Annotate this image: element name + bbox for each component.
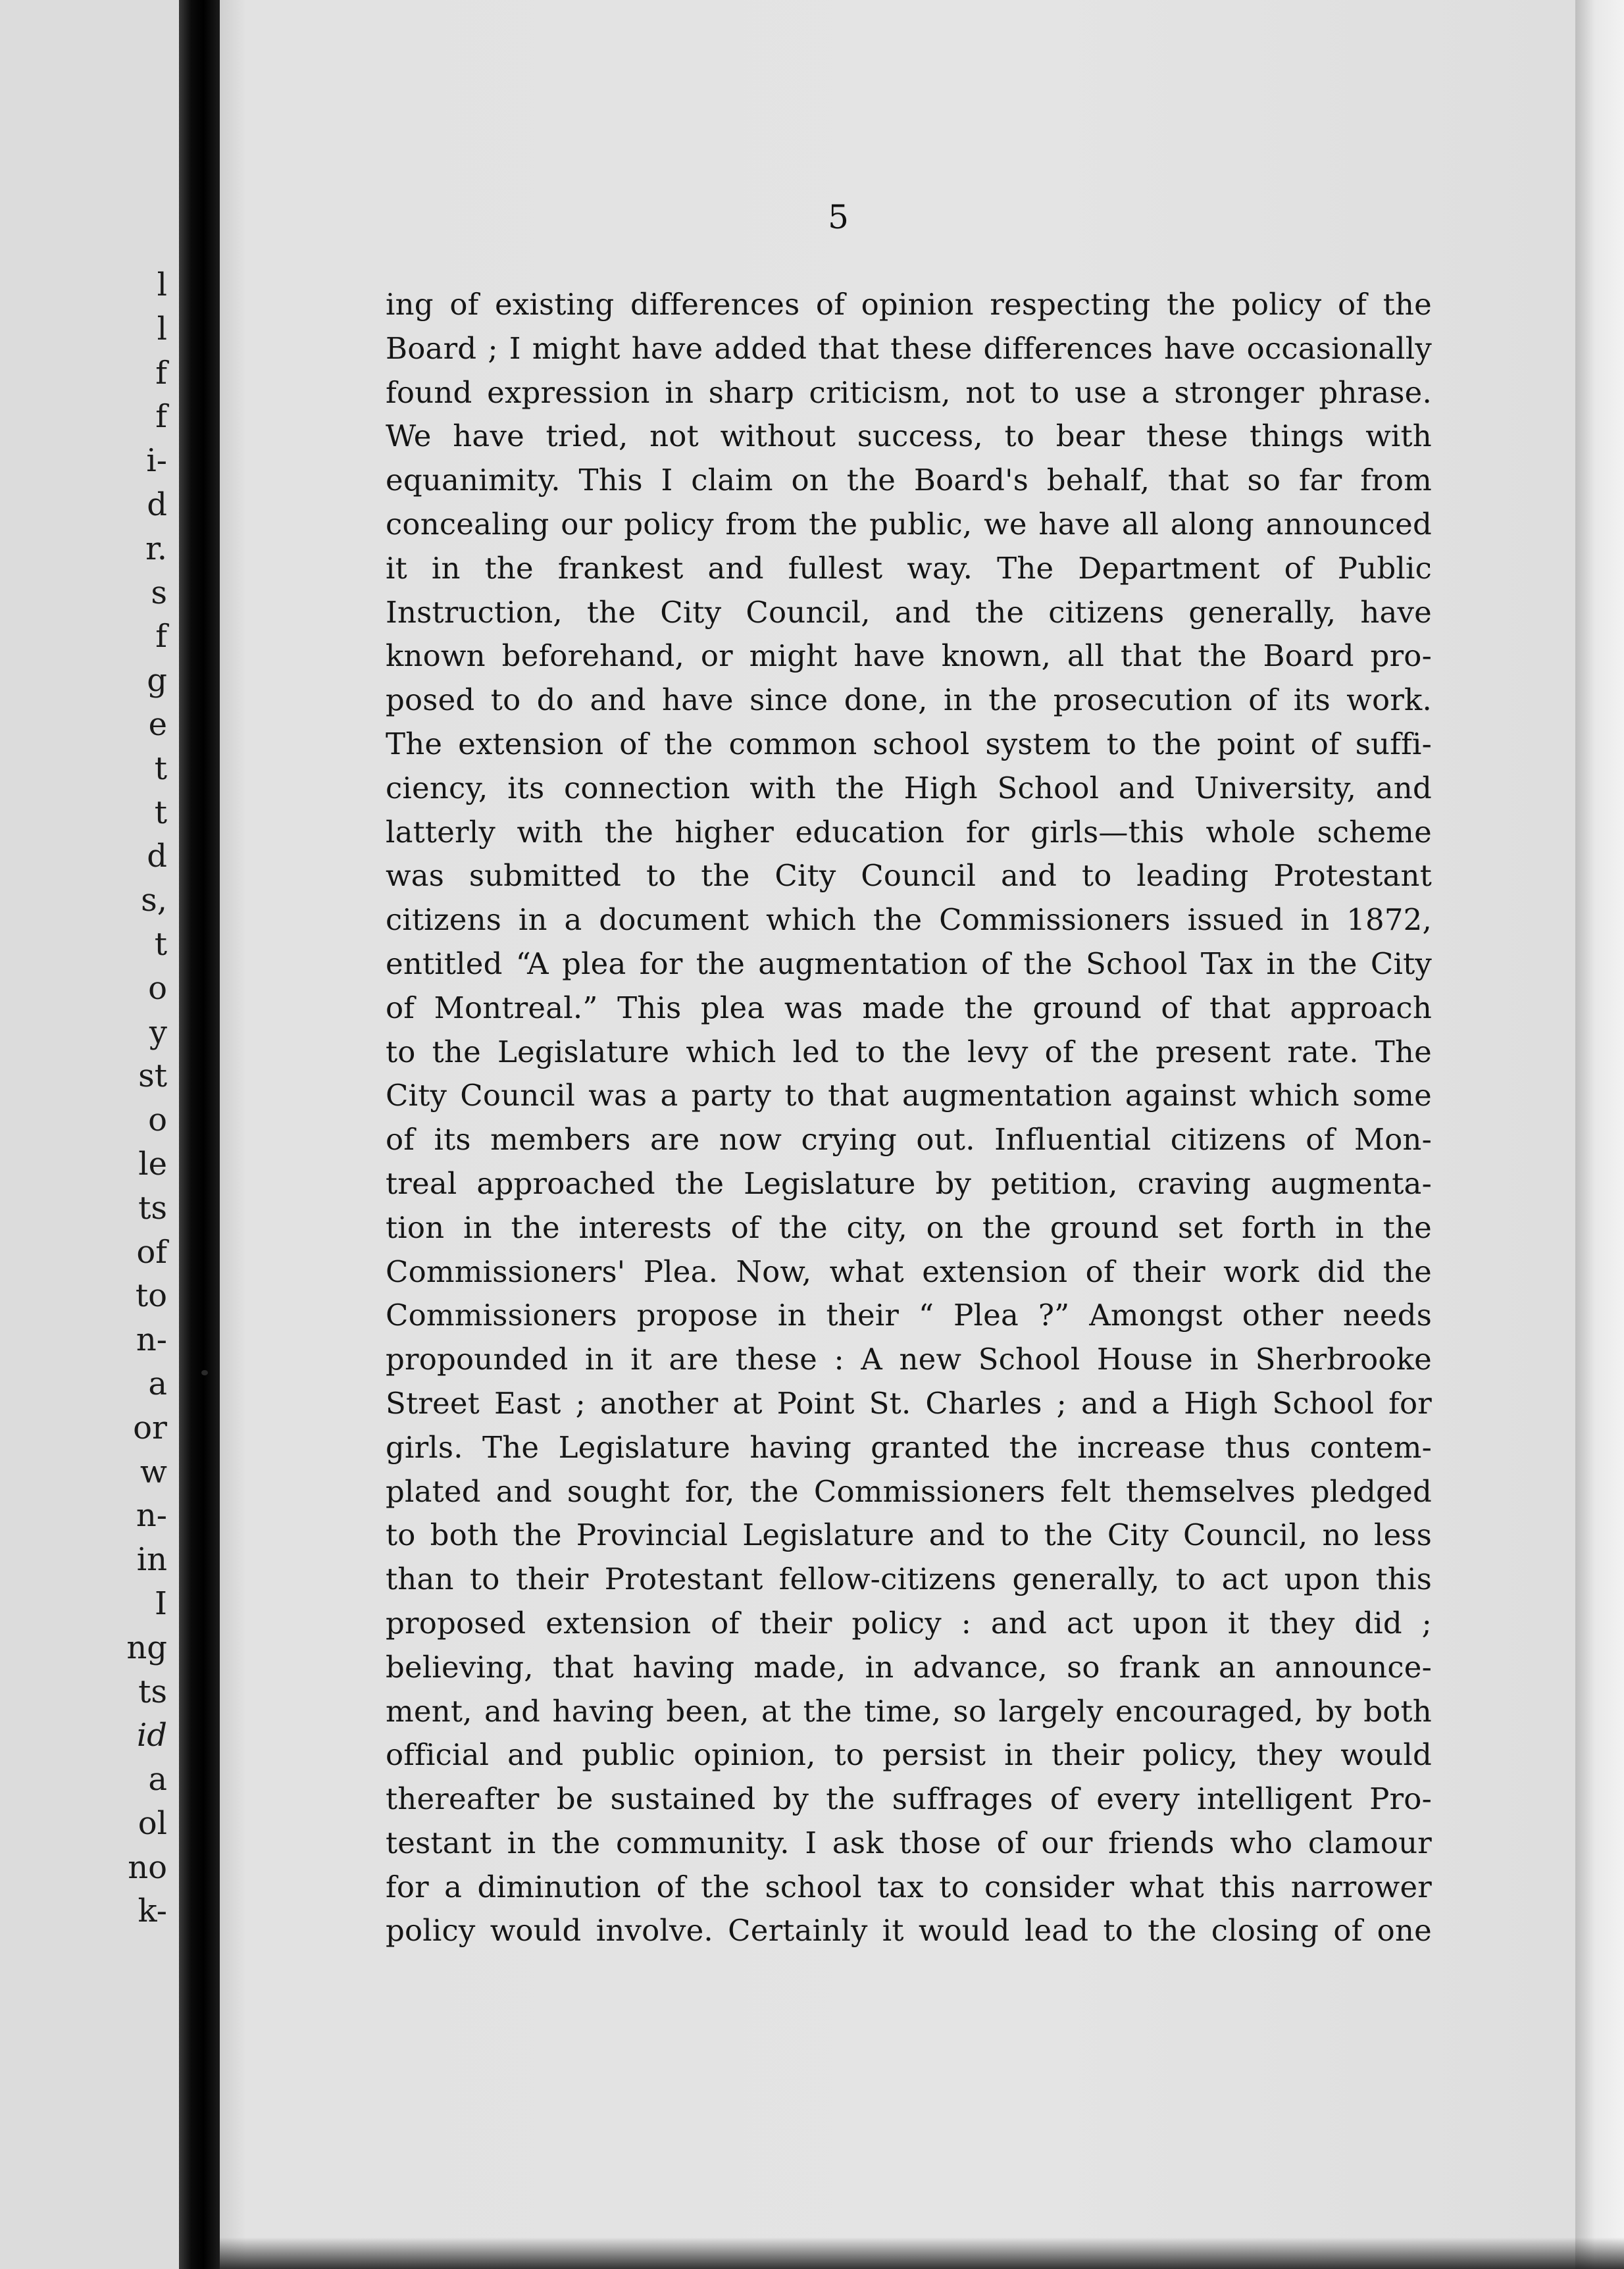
left-page-fragment: n- xyxy=(136,1497,167,1535)
text-line: Board ; I might have added that these differences have occasionally xyxy=(386,330,1432,366)
text-line: was submitted to the City Council and to leading Protestant xyxy=(386,858,1432,894)
left-page-fragment: k- xyxy=(138,1893,167,1930)
page-gutter xyxy=(179,0,220,2269)
left-page-fragment: y xyxy=(149,1013,167,1051)
scan-right-edge xyxy=(1575,0,1624,2269)
text-line: posed to do and have since done, in the prosecution of its work. xyxy=(386,682,1432,718)
text-line: ciency, its connection with the High School and University, and xyxy=(386,770,1432,805)
text-line: believing, that having made, in advance, so frank an announce- xyxy=(386,1649,1432,1685)
left-page-fragment: i- xyxy=(146,442,167,480)
text-line: Instruction, the City Council, and the citizens generally, have xyxy=(386,594,1432,630)
left-page-fragment: e xyxy=(148,705,167,743)
left-page-fragment: f xyxy=(155,398,167,436)
text-line: The extension of the common school system to the point of suffi- xyxy=(386,726,1432,761)
text-line: ing of existing differences of opinion respecting the policy of the xyxy=(386,287,1432,322)
text-line: official and public opinion, to persist in their policy, they would xyxy=(386,1737,1432,1773)
left-page-fragment: r. xyxy=(145,530,167,567)
body-text xyxy=(386,283,1432,1953)
left-page-fragment: t xyxy=(154,750,167,787)
scan-speck xyxy=(201,1370,208,1375)
left-page-fragment: l xyxy=(157,267,167,303)
text-line: City Council was a party to that augmentation against which some xyxy=(386,1078,1432,1113)
text-line: proposed extension of their policy : and act upon it they did ; xyxy=(386,1605,1432,1641)
left-page-fragment: ol xyxy=(138,1804,167,1842)
left-page-fragment: f xyxy=(155,354,167,392)
text-line: ment, and having been, at the time, so largely encouraged, by both xyxy=(386,1693,1432,1729)
left-page-fragment: n- xyxy=(136,1321,167,1359)
left-page-fragment: of xyxy=(136,1233,167,1271)
text-line: of Montreal.” This plea was made the ground of that approach xyxy=(386,990,1432,1025)
scan-bottom-edge xyxy=(220,2237,1624,2269)
text-line: Commissioners' Plea. Now, what extension of their work did the xyxy=(386,1254,1432,1289)
left-page-fragment: id xyxy=(136,1717,167,1754)
text-line: citizens in a document which the Commissioners issued in 1872, xyxy=(386,902,1432,938)
left-facing-page xyxy=(0,0,179,2269)
text-line: entitled “A plea for the augmentation of the School Tax in the City xyxy=(386,946,1432,981)
left-page-fragment: I xyxy=(155,1585,167,1622)
left-page-fragment: ts xyxy=(138,1189,167,1227)
left-page-fragment: in xyxy=(136,1541,167,1579)
text-line: to both the Provincial Legislature and to the City Council, no less xyxy=(386,1517,1432,1553)
left-page-fragment: st xyxy=(138,1058,167,1095)
text-line: propounded in it are these : A new School House in Sherbrooke xyxy=(386,1342,1432,1377)
text-line: testant in the community. I ask those of our friends who clamour xyxy=(386,1825,1432,1860)
left-page-fragment: ng xyxy=(126,1629,167,1666)
left-page-fragment: o xyxy=(148,969,167,1007)
left-page-text-fragments xyxy=(0,263,179,1933)
text-line: than to their Protestant fellow-citizens generally, to act upon this xyxy=(386,1562,1432,1597)
text-line: latterly with the higher education for girls—this whole scheme xyxy=(386,814,1432,850)
text-line: girls. The Legislature having granted the increase thus contem- xyxy=(386,1429,1432,1465)
left-page-fragment: l xyxy=(157,310,167,347)
document-page xyxy=(220,0,1575,2269)
left-page-fragment: w xyxy=(140,1453,167,1491)
left-page-fragment: a xyxy=(148,1761,167,1798)
left-page-fragment: g xyxy=(147,662,167,700)
left-page-fragment: t xyxy=(154,794,167,831)
text-line: equanimity. This I claim on the Board's behalf, that so far from xyxy=(386,463,1432,498)
page-number: 5 xyxy=(828,198,849,236)
left-page-fragment: s xyxy=(151,574,167,611)
left-page-fragment: no xyxy=(128,1848,167,1886)
text-line: for a diminution of the school tax to consider what this narrower xyxy=(386,1869,1432,1904)
text-line: known beforehand, or might have known, all that the Board pro- xyxy=(386,638,1432,674)
text-line: tion in the interests of the city, on the ground set forth in the xyxy=(386,1210,1432,1245)
text-line: concealing our policy from the public, we have all along announced xyxy=(386,506,1432,542)
left-page-fragment: d xyxy=(147,486,167,523)
text-line: policy would involve. Certainly it would lead to the closing of one xyxy=(386,1913,1432,1949)
text-line: treal approached the Legislature by petition, craving augmenta- xyxy=(386,1165,1432,1201)
text-line: to the Legislature which led to the levy of the present rate. The xyxy=(386,1034,1432,1069)
left-page-fragment: o xyxy=(148,1102,167,1139)
text-line: of its members are now crying out. Influential citizens of Mon- xyxy=(386,1122,1432,1158)
text-line: thereafter be sustained by the suffrages of every intelligent Pro- xyxy=(386,1781,1432,1817)
left-page-fragment: f xyxy=(155,618,167,655)
left-page-fragment: to xyxy=(135,1277,167,1315)
text-line: We have tried, not without success, to bear these things with xyxy=(386,419,1432,454)
text-line: found expression in sharp criticism, not to use a stronger phrase. xyxy=(386,374,1432,410)
left-page-fragment: or xyxy=(133,1409,167,1446)
left-page-fragment: ts xyxy=(138,1673,167,1710)
left-page-fragment: a xyxy=(148,1365,167,1402)
text-line: Commissioners propose in their “ Plea ?” Amongst other needs xyxy=(386,1298,1432,1333)
text-line: plated and sought for, the Commissioners felt themselves pledged xyxy=(386,1473,1432,1509)
left-page-fragment: d xyxy=(147,838,167,875)
left-page-fragment: s, xyxy=(141,882,167,919)
left-page-fragment: t xyxy=(154,925,167,963)
left-page-fragment: le xyxy=(138,1145,167,1183)
text-line: it in the frankest and fullest way. The Department of Public xyxy=(386,550,1432,586)
text-line: Street East ; another at Point St. Charles ; and a High School for xyxy=(386,1385,1432,1421)
